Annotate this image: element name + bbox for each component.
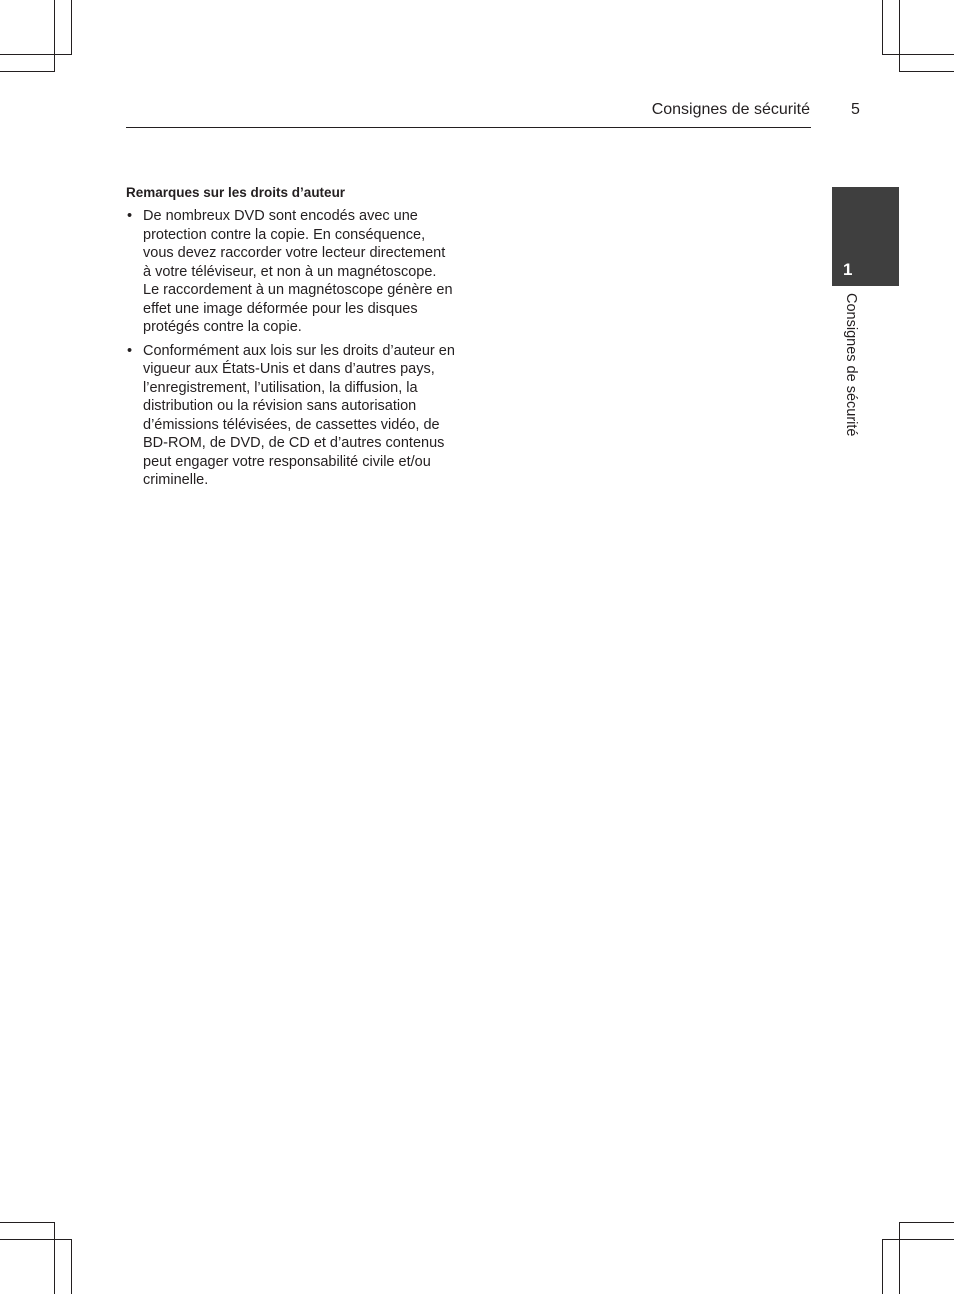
crop-mark: [899, 0, 900, 72]
page-number: 5: [851, 101, 860, 118]
bullet-icon: •: [127, 342, 133, 359]
list-item-text: De nombreux DVD sont encodés avec une protection contre la copie. En conséquence, vous devez raccorder votre lecteur directement à votre téléviseur, et non à un magnétoscope. Le raccordement à un magnétoscope génère en effet une image déformée pour les disques protégés contre la copie.: [143, 208, 453, 335]
crop-mark: [0, 54, 72, 55]
section-heading: Remarques sur les droits d’auteur: [126, 185, 346, 200]
crop-mark: [882, 54, 954, 55]
list-item: [126, 207, 456, 337]
crop-mark: [899, 71, 954, 72]
chapter-tab-number: 1: [843, 260, 853, 279]
crop-mark: [71, 1239, 72, 1294]
crop-mark: [899, 1222, 954, 1223]
main-content: [126, 184, 456, 495]
crop-mark: [0, 71, 55, 72]
crop-mark: [0, 1239, 72, 1240]
crop-mark: [71, 0, 72, 55]
crop-mark: [882, 1239, 883, 1294]
crop-mark: [899, 1222, 900, 1294]
running-header-title: Consignes de sécurité: [651, 101, 810, 118]
bullet-list: [126, 207, 456, 490]
crop-mark: [882, 0, 883, 55]
bullet-icon: •: [127, 208, 133, 224]
crop-mark: [54, 1222, 55, 1294]
list-item-text: Conformément aux lois sur les droits d’auteur en vigueur aux États-Unis et dans d’autres pays, l’enregistrement, l’utilisation, la diffusion, la distribution ou la révision sans autorisation d’émissions télévisées, de cassettes vidéo, de BD-ROM, de DVD, de CD et d’autres contenus peut engager votre responsabilité civile et/ou criminelle.: [143, 342, 455, 488]
list-item: [126, 342, 456, 490]
chapter-tab-label: Consignes de sécurité: [843, 293, 859, 437]
crop-mark: [54, 0, 55, 72]
crop-mark: [0, 1222, 55, 1223]
header-rule: [126, 127, 811, 128]
crop-mark: [882, 1239, 954, 1240]
